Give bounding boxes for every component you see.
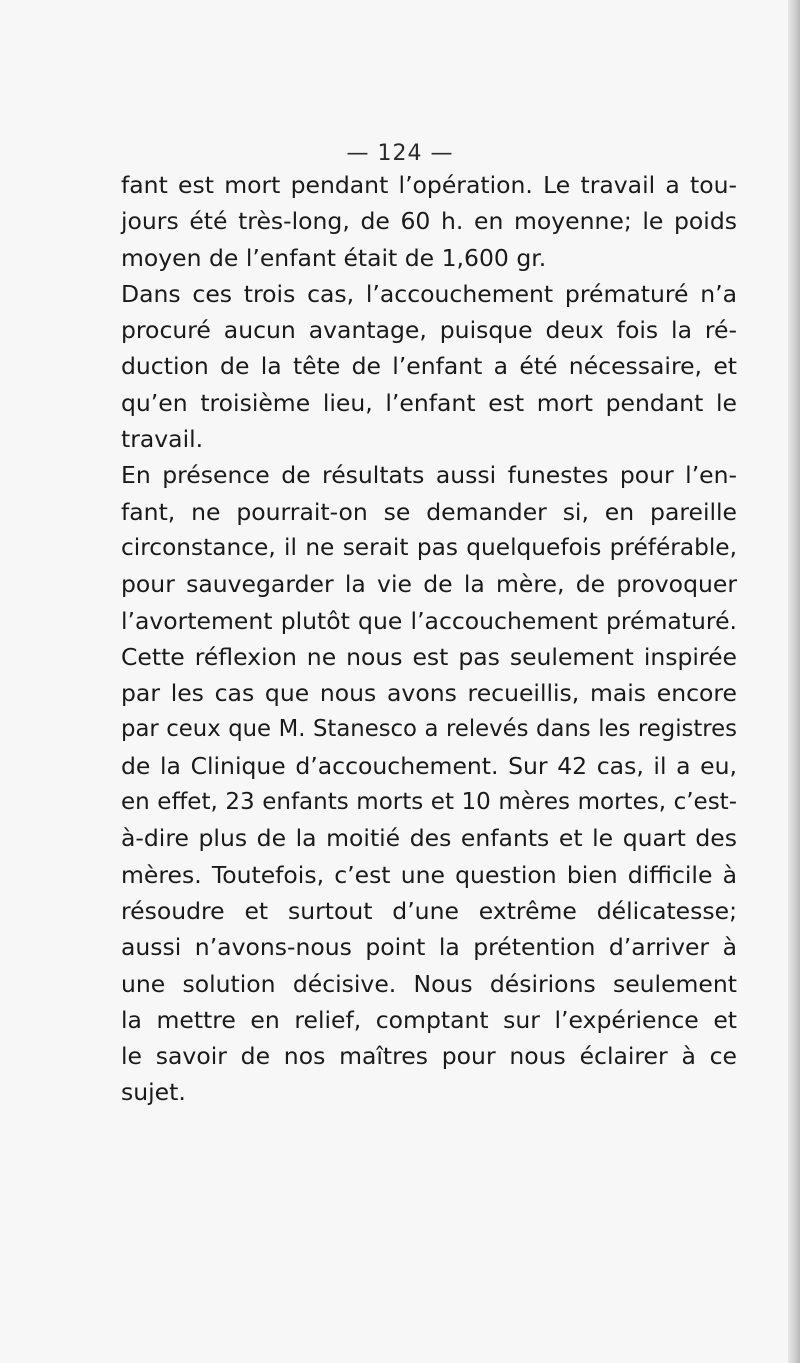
text-line: qu’en troisième lieu, l’enfant est mort pendant le xyxy=(121,388,737,417)
text-line: de la Clinique d’accouchement. Sur 42 cas, il a eu, xyxy=(121,751,737,780)
page-edge-shadow xyxy=(788,0,800,1363)
text-line: aussi n’avons-nous point la prétention d’arriver à xyxy=(121,933,737,962)
text-line: jours été très-long, de 60 h. en moyenne; le poids xyxy=(121,207,737,236)
text-line: duction de la tête de l’enfant a été nécessaire, et xyxy=(121,352,737,381)
text-line: pour sauvegarder la vie de la mère, de provoquer xyxy=(121,570,737,599)
text-line: le savoir de nos maîtres pour nous éclairer à ce xyxy=(121,1042,737,1071)
text-line: à-dire plus de la moitié des enfants et le quart des xyxy=(121,824,737,853)
text-line: sujet. xyxy=(121,1078,186,1107)
text-line: fant, ne pourrait-on se demander si, en pareille xyxy=(121,497,737,526)
text-line: résoudre et surtout d’une extrême délicatesse; xyxy=(121,896,737,925)
body-text xyxy=(121,167,737,1111)
text-line: En présence de résultats aussi funestes pour l’en- xyxy=(121,461,737,490)
page-number: — 124 — xyxy=(346,141,454,166)
text-line: mères. Toutefois, c’est une question bien difficile à xyxy=(121,860,737,889)
text-line: procuré aucun avantage, puisque deux fois la ré- xyxy=(121,316,737,345)
text-line: l’avortement plutôt que l’accouchement prématuré. xyxy=(121,606,737,635)
text-line: moyen de l’enfant était de 1,600 gr. xyxy=(121,243,547,272)
text-line: une solution décisive. Nous désirions seulement xyxy=(121,969,737,998)
text-line: par ceux que M. Stanesco a relevés dans les registres xyxy=(121,716,737,743)
text-line: en effet, 23 enfants morts et 10 mères mortes, c’est- xyxy=(121,789,737,816)
text-line: circonstance, il ne serait pas quelquefois préférable, xyxy=(121,533,737,561)
text-line: travail. xyxy=(121,425,204,454)
text-line: la mettre en relief, comptant sur l’expérience et xyxy=(121,1005,737,1034)
text-line: Dans ces trois cas, l’accouchement prématuré n’a xyxy=(121,279,737,308)
text-line: Cette réflexion ne nous est pas seulement inspirée xyxy=(121,642,737,671)
text-line: fant est mort pendant l’opération. Le travail a tou- xyxy=(121,171,737,199)
text-line: par les cas que nous avons recueillis, mais encore xyxy=(121,679,737,708)
